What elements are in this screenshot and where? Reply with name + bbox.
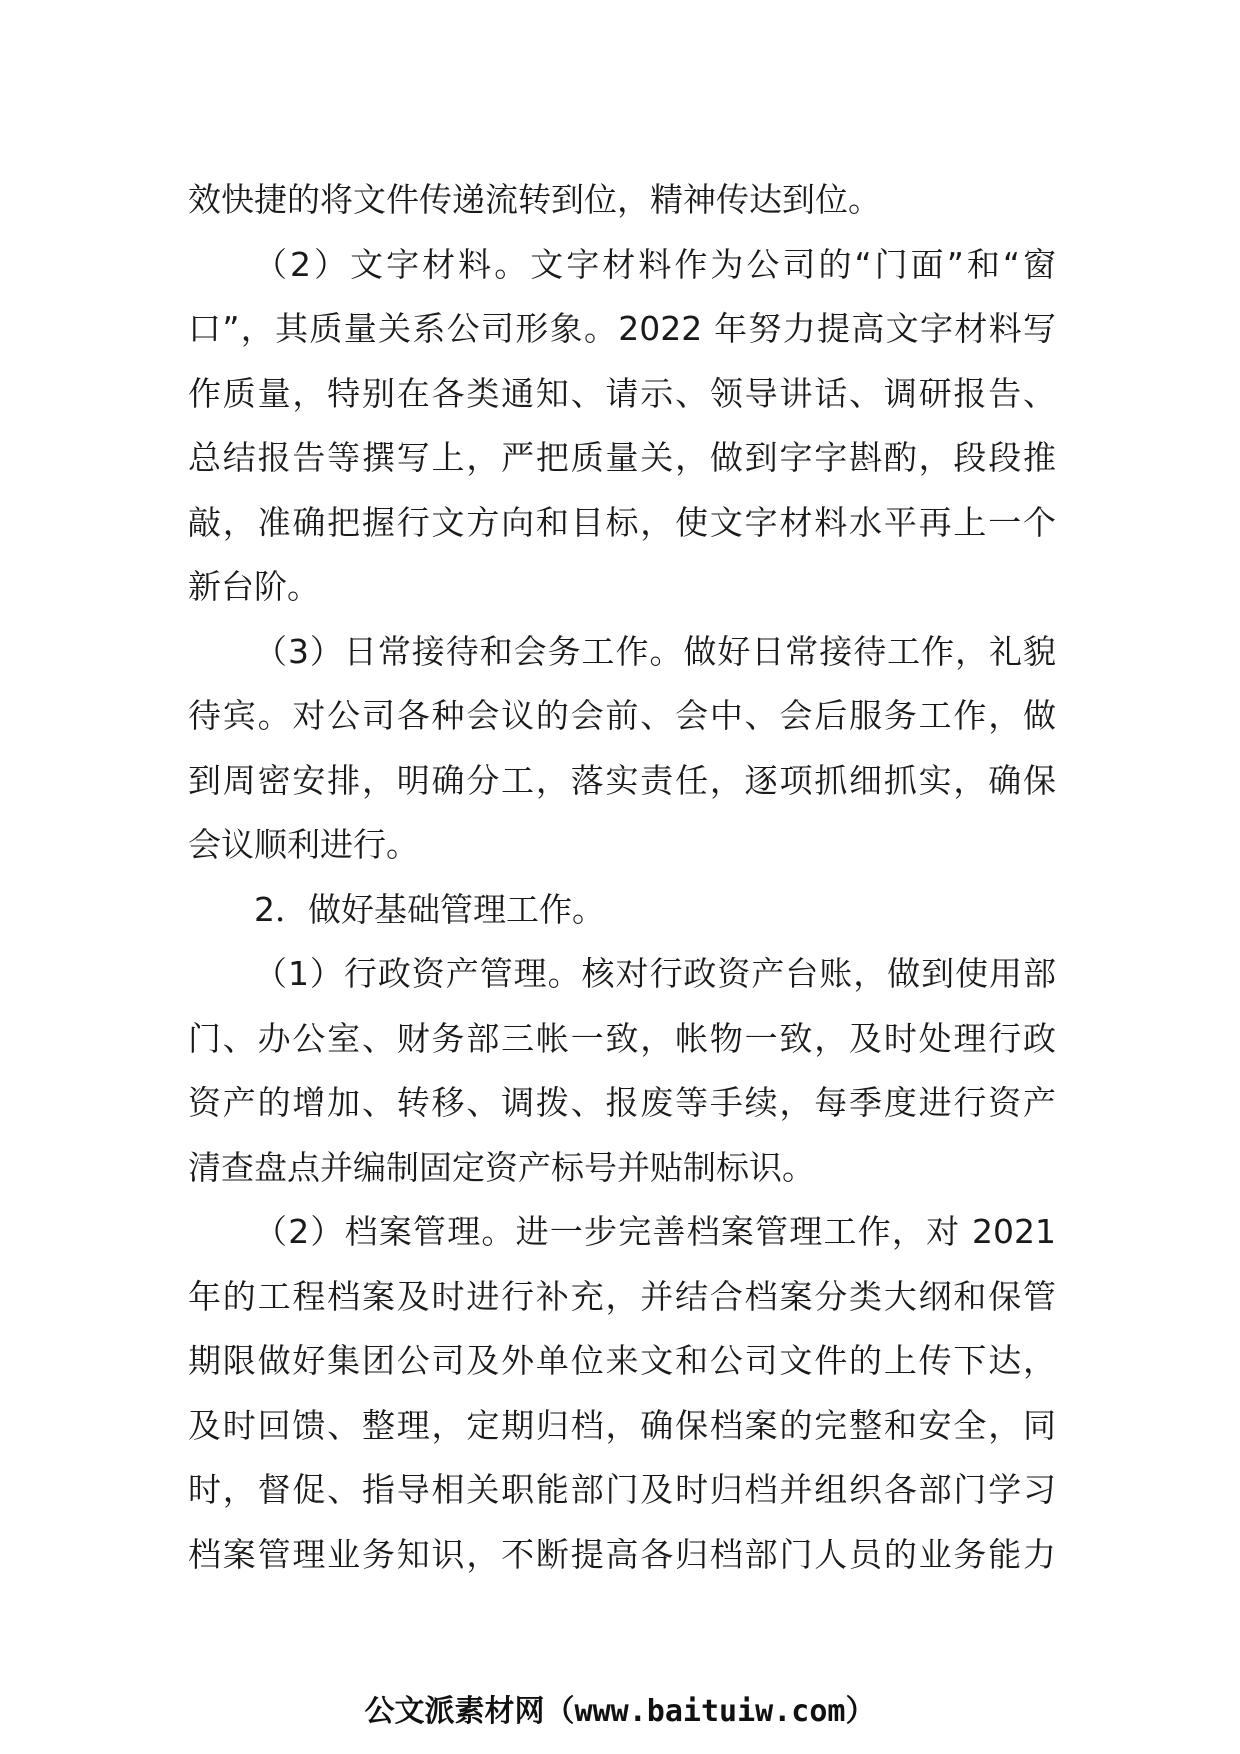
text-line: 待宾。对公司各种会议的会前、会中、会后服务工作，做: [188, 696, 1056, 735]
text-line: 会议顺利进行。: [188, 825, 419, 864]
document-body: [188, 168, 1056, 1587]
footer-site-name: 公文派素材网: [364, 1694, 545, 1729]
text-line: 到周密安排，明确分工，落实责任，逐项抓细抓实，确保: [188, 760, 1056, 800]
text-line: （2）档案管理。进一步完善档案管理工作，对 2021: [254, 1212, 1056, 1251]
text-line: 及时回馈、整理，定期归档，确保档案的完整和安全，同: [188, 1405, 1056, 1445]
footer-watermark: [0, 1686, 1240, 1730]
section-heading: 2．做好基础管理工作。: [254, 889, 605, 929]
text-line: 效快捷的将文件传递流转到位，精神传达到位。: [188, 180, 881, 219]
text-line: （2）文字材料。文字材料作为公司的“门面”和“窗: [254, 244, 1056, 284]
text-line: 期限做好集团公司及外单位来文和公司文件的上传下达，: [188, 1341, 1056, 1380]
text-line: 口”，其质量关系公司形象。2022 年努力提高文字材料写: [188, 309, 1056, 348]
text-line: 新台阶。: [188, 567, 320, 606]
text-line: （1）行政资产管理。核对行政资产台账，做到使用部: [254, 954, 1056, 993]
text-line: 年的工程档案及时进行补充，并结合档案分类大纲和保管: [188, 1276, 1056, 1316]
footer-url: （www.baituiw.com）: [544, 1694, 876, 1729]
text-line: （3）日常接待和会务工作。做好日常接待工作，礼貌: [254, 631, 1056, 671]
text-line: 清查盘点并编制固定资产标号并贴制标识。: [188, 1147, 815, 1187]
text-line: 总结报告等撰写上，严把质量关，做到字字斟酌，段段推: [188, 438, 1056, 477]
text-line: 资产的增加、转移、调拨、报废等手续，每季度进行资产: [188, 1083, 1056, 1122]
text-line: 档案管理业务知识，不断提高各归档部门人员的业务能力: [188, 1534, 1056, 1574]
text-line: 敲，准确把握行文方向和目标，使文字材料水平再上一个: [188, 502, 1056, 542]
text-line: 时，督促、指导相关职能部门及时归档并组织各部门学习: [188, 1470, 1056, 1509]
text-line: 作质量，特别在各类通知、请示、领导讲话、调研报告、: [188, 373, 1056, 413]
text-line: 门、办公室、财务部三帐一致，帐物一致，及时处理行政: [188, 1018, 1056, 1058]
